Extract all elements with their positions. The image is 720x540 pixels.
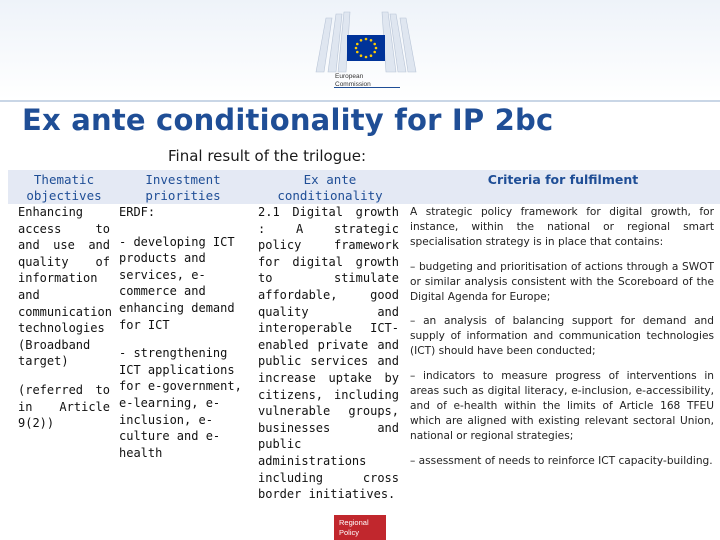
criteria-item: – an analysis of balancing support for demand and supply of information and communication technologies (ICT) should have been conducted; [410, 315, 714, 358]
criteria-item: – budgeting and prioritisation of actions through a SWOT or similar analysis consistent with the Scoreboard of the Digital Agenda for Europe; [410, 260, 714, 303]
criteria-cell [410, 205, 714, 479]
regional-policy-badge: Regional Policy [334, 515, 386, 540]
thematic-objective-text: Enhancing access to and use and quality of information and communication technologies (Broadband target) [18, 205, 112, 369]
header-ex-ante-conditionality: Ex ante conditionality [277, 172, 383, 203]
page-title: Ex ante conditionality for IP 2bc [22, 103, 554, 137]
ex-ante-conditionality-cell [258, 204, 399, 503]
header-investment-priorities: Investment priorities [145, 172, 221, 203]
title-divider [0, 100, 720, 102]
header-criteria-for-fulfilment: Criteria for fulfilment [487, 172, 639, 187]
investment-priorities-cell [119, 204, 249, 461]
investment-priority-item: - developing ICT products and services, e-commerce and enhancing demand for ICT [119, 234, 235, 332]
thematic-objective-cell [18, 204, 110, 432]
logo-wordmark: European Commission [335, 73, 371, 88]
header-thematic-objectives: Thematic objectives [26, 172, 102, 203]
criteria-item: – assessment of needs to reinforce ICT capacity-building. [410, 454, 713, 467]
thematic-objective-reference: (referred to in Article 9(2)) [18, 382, 110, 431]
ex-ante-conditionality-text: 2.1 Digital growth : A strategic policy framework for digital growth to stimulate affordable, good quality and interoperable ICT-enabled private and public services and increase uptake by citizens, including vulnerable groups, businesses and public administrations including cross border initiatives. [258, 205, 399, 502]
investment-priority-item: - strengthening ICT applications for e-government, e-learning, e-inclusion, e-culture and e-health [119, 346, 242, 460]
criteria-intro: A strategic policy framework for digital growth, for instance, within the national or regional smart specialisation strategy is in place that contains: [410, 206, 714, 248]
page-subtitle: Final result of the trilogue: [168, 147, 367, 165]
investment-fund-label: ERDF: [119, 205, 156, 219]
criteria-item: – indicators to measure progress of interventions in areas such as digital literacy, e-inclusion, e-accessibility, and of e-health within the limits of Article 168 TFEU which are aligned with existing relevant sectoral Union, national or regional strategies; [410, 370, 714, 442]
